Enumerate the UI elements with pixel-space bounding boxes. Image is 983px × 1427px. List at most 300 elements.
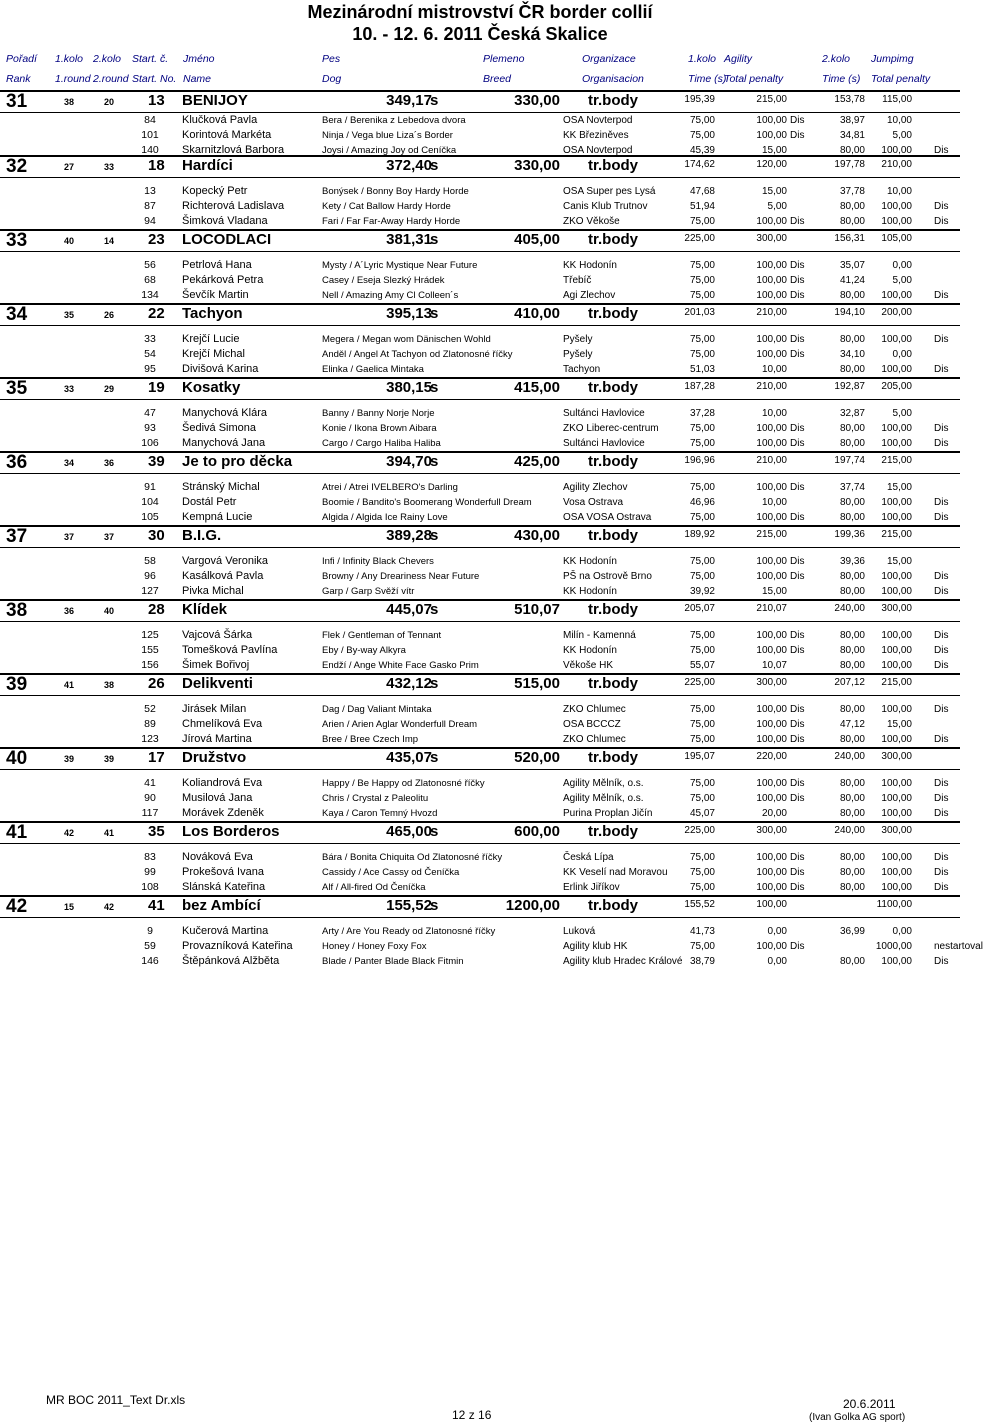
member-organisation: PŠ na Ostrově Brno <box>563 571 652 582</box>
member-agility-status: Dis <box>790 512 805 523</box>
member-dog: Alf / All-fired Od Čeníčka <box>322 882 426 893</box>
team-time-unit: s <box>430 527 439 544</box>
member-organisation: KK Hodonín <box>563 645 617 656</box>
team-penalty-unit: tr.body <box>588 897 639 914</box>
member-start-number: 101 <box>141 129 159 141</box>
member-agility-time: 75,00 <box>689 778 715 789</box>
team-penalty-unit: tr.body <box>588 675 639 692</box>
member-agility-status: Dis <box>790 115 805 126</box>
member-row <box>0 554 960 569</box>
member-row <box>0 732 960 747</box>
member-dog: Elinka / Gaelica Mintaka <box>322 364 424 375</box>
member-agility-penalty: 100,00 <box>756 349 787 360</box>
team-penalty-unit: tr.body <box>588 749 639 766</box>
team-total-penalty: 330,00 <box>514 157 560 174</box>
member-jumping-penalty: 100,00 <box>881 512 912 523</box>
member-jumping-penalty: 100,00 <box>881 201 912 212</box>
team-total-time: 465,00 <box>386 823 432 840</box>
member-jumping-time: 80,00 <box>839 145 865 156</box>
member-jumping-status: Dis <box>934 423 949 434</box>
team-jumping-penalty: 215,00 <box>881 529 912 540</box>
member-jumping-penalty: 100,00 <box>881 216 912 227</box>
team-rank: 37 <box>6 526 28 547</box>
header-cell: Jméno <box>183 53 215 65</box>
team-round1-rank: 35 <box>64 310 75 320</box>
team-penalty-unit: tr.body <box>588 601 639 618</box>
member-dog: Happy / Be Happy od Zlatonosné říčky <box>322 778 485 789</box>
member-jumping-status: Dis <box>934 704 949 715</box>
member-jumping-penalty: 100,00 <box>881 956 912 967</box>
header-cell: 1.kolo <box>55 53 84 65</box>
team-round2-rank: 14 <box>104 236 115 246</box>
member-agility-status: Dis <box>790 275 805 286</box>
member-jumping-status: Dis <box>934 512 949 523</box>
team-jumping-penalty: 300,00 <box>881 825 912 836</box>
member-agility-penalty: 100,00 <box>756 941 787 952</box>
team-rank: 33 <box>6 230 28 251</box>
member-dog: Atrei / Atrei IVELBERO's Darling <box>322 482 458 493</box>
member-name: Pivka Michal <box>182 585 244 597</box>
team-rank: 32 <box>6 156 28 177</box>
team-rank: 35 <box>6 378 28 399</box>
member-agility-penalty: 0,00 <box>767 956 787 967</box>
header-cell: Total penalty <box>871 73 931 85</box>
member-agility-penalty: 15,00 <box>761 186 787 197</box>
team-block <box>0 895 983 969</box>
member-name: Šimková Vladana <box>182 215 268 227</box>
team-start-number: 30 <box>148 527 165 544</box>
team-name: Tachyon <box>182 305 243 322</box>
member-row <box>0 850 960 865</box>
member-agility-status: Dis <box>790 216 805 227</box>
header-cell: Time (s) <box>822 73 861 85</box>
member-dog: Fari / Far Far-Away Hardy Horde <box>322 216 461 227</box>
member-agility-status: Dis <box>790 482 805 493</box>
member-dog: Cassidy / Ace Cassy od Čeníčka <box>322 867 460 878</box>
member-agility-penalty: 100,00 <box>756 882 787 893</box>
member-organisation: Česká Lípa <box>563 852 614 863</box>
team-jumping-penalty: 200,00 <box>881 307 912 318</box>
member-jumping-penalty: 10,00 <box>886 186 912 197</box>
member-name: Stránský Michal <box>182 481 260 493</box>
team-start-number: 19 <box>148 379 165 396</box>
team-round1-rank: 15 <box>64 902 75 912</box>
member-jumping-time: 80,00 <box>839 956 865 967</box>
team-agility-time: 201,03 <box>684 307 715 318</box>
member-agility-time: 75,00 <box>689 275 715 286</box>
header-cell: Time (s) <box>688 73 727 85</box>
member-jumping-status: Dis <box>934 334 949 345</box>
member-agility-penalty: 100,00 <box>756 571 787 582</box>
member-jumping-penalty: 100,00 <box>881 867 912 878</box>
team-time-unit: s <box>430 749 439 766</box>
team-block <box>0 229 960 303</box>
team-rank: 34 <box>6 304 28 325</box>
header-cell: Plemeno <box>483 53 525 65</box>
header-cell: Start. č. <box>132 53 169 65</box>
team-agility-time: 195,07 <box>684 751 715 762</box>
member-start-number: 94 <box>144 215 156 227</box>
member-agility-penalty: 100,00 <box>756 704 787 715</box>
member-dog: Ninja / Vega blue Liza´s Border <box>322 130 453 141</box>
member-start-number: 13 <box>144 185 156 197</box>
member-row <box>0 273 960 288</box>
member-agility-penalty: 100,00 <box>756 719 787 730</box>
member-dog: Cargo / Cargo Haliba Haliba <box>322 438 441 449</box>
member-jumping-time: 80,00 <box>839 290 865 301</box>
team-name: Je to pro děcka <box>182 453 293 470</box>
footer-page-total: 16 <box>478 1408 492 1422</box>
team-total-time: 349,17 <box>386 92 432 109</box>
member-name: Chmelíková Eva <box>182 718 263 730</box>
member-agility-status: Dis <box>790 645 805 656</box>
member-agility-penalty: 100,00 <box>756 734 787 745</box>
member-jumping-time: 80,00 <box>839 734 865 745</box>
member-name: Korintová Markéta <box>182 129 272 141</box>
member-jumping-penalty: 100,00 <box>881 630 912 641</box>
member-agility-time: 75,00 <box>689 556 715 567</box>
team-agility-penalty: 215,00 <box>756 94 787 105</box>
member-jumping-penalty: 100,00 <box>881 852 912 863</box>
member-agility-penalty: 100,00 <box>756 438 787 449</box>
team-block <box>0 599 960 673</box>
member-agility-penalty: 100,00 <box>756 778 787 789</box>
member-name: Prokešová Ivana <box>182 866 264 878</box>
member-dog: Arien / Arien Aglar Wonderfull Dream <box>322 719 478 730</box>
member-agility-time: 75,00 <box>689 115 715 126</box>
member-jumping-penalty: 100,00 <box>881 334 912 345</box>
member-row <box>0 584 960 599</box>
member-name: Richterová Ladislava <box>182 200 285 212</box>
member-dog: Eby / By-way Alkyra <box>322 645 406 656</box>
member-name: Jírová Martina <box>182 733 252 745</box>
member-name: Divišová Karina <box>182 363 259 375</box>
member-agility-penalty: 100,00 <box>756 260 787 271</box>
member-row <box>0 421 960 436</box>
team-start-number: 28 <box>148 601 165 618</box>
member-start-number: 89 <box>144 718 156 730</box>
member-agility-penalty: 15,00 <box>761 145 787 156</box>
member-name: Dostál Petr <box>182 496 237 508</box>
member-row <box>0 954 960 969</box>
member-row <box>0 113 960 128</box>
team-row <box>0 747 960 770</box>
member-name: Tomešková Pavlína <box>182 644 278 656</box>
member-jumping-time: 80,00 <box>839 630 865 641</box>
team-start-number: 13 <box>148 92 165 109</box>
member-agility-status: Dis <box>790 438 805 449</box>
team-total-penalty: 405,00 <box>514 231 560 248</box>
team-row <box>0 90 960 113</box>
team-row <box>0 895 960 918</box>
member-dog: Browny / Any Dreariness Near Future <box>322 571 480 582</box>
team-round2-rank: 38 <box>104 680 115 690</box>
team-jumping-penalty: 215,00 <box>881 455 912 466</box>
member-jumping-status: Dis <box>934 645 949 656</box>
member-jumping-status: Dis <box>934 290 949 301</box>
member-agility-penalty: 10,00 <box>761 408 787 419</box>
member-row <box>0 865 960 880</box>
member-start-number: 125 <box>141 629 159 641</box>
member-start-number: 106 <box>141 437 159 449</box>
footer-page-current: 12 <box>452 1408 466 1422</box>
member-agility-penalty: 10,00 <box>761 497 787 508</box>
member-organisation: Agility klub Hradec Králové <box>563 956 683 967</box>
member-agility-status: Dis <box>790 556 805 567</box>
team-time-unit: s <box>430 675 439 692</box>
member-organisation: OSA Novterpod <box>563 115 633 126</box>
member-jumping-penalty: 100,00 <box>881 290 912 301</box>
member-organisation: Sultánci Havlovice <box>563 438 645 449</box>
team-agility-time: 225,00 <box>684 825 715 836</box>
member-agility-time: 39,92 <box>689 586 715 597</box>
team-block <box>0 451 960 525</box>
member-agility-penalty: 100,00 <box>756 556 787 567</box>
member-jumping-time: 37,74 <box>839 482 865 493</box>
member-jumping-penalty: 100,00 <box>881 438 912 449</box>
member-agility-status: Dis <box>790 704 805 715</box>
team-total-time: 381,31 <box>386 231 432 248</box>
team-rank: 42 <box>6 896 28 917</box>
member-dog: Honey / Honey Foxy Fox <box>322 941 427 952</box>
member-agility-penalty: 100,00 <box>756 645 787 656</box>
team-total-penalty: 1200,00 <box>505 897 560 914</box>
member-agility-penalty: 100,00 <box>756 290 787 301</box>
member-dog: Bera / Berenika z Lebedova dvora <box>322 115 466 126</box>
member-dog: Casey / Eseja Slezký Hrádek <box>322 275 445 286</box>
team-time-unit: s <box>430 231 439 248</box>
member-start-number: 68 <box>144 274 156 286</box>
team-agility-time: 195,39 <box>684 94 715 105</box>
member-start-number: 91 <box>144 481 156 493</box>
footer-page <box>452 1408 491 1422</box>
team-jumping-penalty: 300,00 <box>881 751 912 762</box>
member-organisation: Pyšely <box>563 334 593 345</box>
member-agility-time: 75,00 <box>689 719 715 730</box>
member-row <box>0 332 960 347</box>
member-start-number: 54 <box>144 348 156 360</box>
team-name: B.I.G. <box>182 527 222 544</box>
member-row <box>0 258 960 273</box>
member-jumping-time: 80,00 <box>839 512 865 523</box>
team-agility-penalty: 300,00 <box>756 233 787 244</box>
team-total-penalty: 330,00 <box>514 92 560 109</box>
member-dog: Endží / Ange White Face Gasko Prim <box>322 660 479 671</box>
member-agility-status: Dis <box>790 349 805 360</box>
team-rank: 39 <box>6 674 28 695</box>
member-dog: Flek / Gentleman of Tennant <box>322 630 442 641</box>
team-name: Delikventi <box>182 675 253 692</box>
member-start-number: 83 <box>144 851 156 863</box>
member-dog: Boomie / Bandito's Boomerang Wonderfull Dream <box>322 497 532 508</box>
team-round2-rank: 26 <box>104 310 115 320</box>
member-row <box>0 362 960 377</box>
member-jumping-penalty: 5,00 <box>892 130 912 141</box>
member-agility-time: 75,00 <box>689 349 715 360</box>
member-organisation: KK Veselí nad Moravou <box>563 867 668 878</box>
member-start-number: 146 <box>141 955 159 967</box>
header-cell: Rank <box>6 73 31 85</box>
member-dog: Kaya / Caron Temný Hvozd <box>322 808 438 819</box>
team-jumping-time: 197,74 <box>834 455 865 466</box>
member-name: Manychová Klára <box>182 407 267 419</box>
team-rank: 31 <box>6 91 28 112</box>
member-row <box>0 628 960 643</box>
member-agility-status: Dis <box>790 423 805 434</box>
team-time-unit: s <box>430 601 439 618</box>
member-agility-time: 75,00 <box>689 216 715 227</box>
team-total-penalty: 515,00 <box>514 675 560 692</box>
team-round1-rank: 33 <box>64 384 75 394</box>
member-row <box>0 199 960 214</box>
member-organisation: OSA Novterpod <box>563 145 633 156</box>
member-dog: Bonýsek / Bonny Boy Hardy Horde <box>322 186 469 197</box>
member-start-number: 41 <box>144 777 156 789</box>
member-agility-penalty: 100,00 <box>756 793 787 804</box>
member-jumping-time: 32,87 <box>839 408 865 419</box>
member-name: Kopecký Petr <box>182 185 248 197</box>
team-time-unit: s <box>430 897 439 914</box>
header-cell: Total penalty <box>724 73 784 85</box>
member-jumping-penalty: 0,00 <box>892 349 912 360</box>
member-agility-time: 75,00 <box>689 571 715 582</box>
member-agility-penalty: 20,00 <box>761 808 787 819</box>
team-row <box>0 599 960 622</box>
team-total-time: 432,12 <box>386 675 432 692</box>
member-agility-penalty: 100,00 <box>756 334 787 345</box>
team-round2-rank: 40 <box>104 606 115 616</box>
team-start-number: 18 <box>148 157 165 174</box>
page-title-line1: Mezinárodní mistrovství ČR border collií <box>307 2 653 22</box>
member-agility-time: 45,39 <box>689 145 715 156</box>
member-agility-penalty: 5,00 <box>767 201 787 212</box>
team-time-unit: s <box>430 92 439 109</box>
member-jumping-status: Dis <box>934 660 949 671</box>
team-penalty-unit: tr.body <box>588 157 639 174</box>
team-block <box>0 377 960 451</box>
member-jumping-time: 36,99 <box>839 926 865 937</box>
member-name: Musilová Jana <box>182 792 253 804</box>
member-jumping-penalty: 100,00 <box>881 660 912 671</box>
member-name: Šedivá Simona <box>182 422 256 434</box>
member-jumping-time: 39,36 <box>839 556 865 567</box>
member-jumping-status: Dis <box>934 145 949 156</box>
team-jumping-time: 240,00 <box>834 825 865 836</box>
team-row <box>0 155 960 178</box>
member-dog: Chris / Crystal z Paleolitu <box>322 793 429 804</box>
member-row <box>0 436 960 451</box>
team-row <box>0 525 960 548</box>
member-dog: Megera / Megan wom Dänischen Wohld <box>322 334 491 345</box>
team-time-unit: s <box>430 823 439 840</box>
team-round1-rank: 42 <box>64 828 75 838</box>
member-jumping-time: 80,00 <box>839 778 865 789</box>
team-block <box>0 821 960 895</box>
team-total-penalty: 425,00 <box>514 453 560 470</box>
team-rank: 41 <box>6 822 28 843</box>
team-name: Los Borderos <box>182 823 280 840</box>
member-jumping-penalty: 100,00 <box>881 423 912 434</box>
member-agility-status: Dis <box>790 793 805 804</box>
team-block <box>0 303 960 377</box>
member-agility-status: Dis <box>790 852 805 863</box>
team-round1-rank: 37 <box>64 532 75 542</box>
team-penalty-unit: tr.body <box>588 379 639 396</box>
member-jumping-penalty: 100,00 <box>881 571 912 582</box>
member-row <box>0 791 960 806</box>
member-dog: Nell / Amazing Amy Cl Colleen´s <box>322 290 459 301</box>
team-round1-rank: 36 <box>64 606 75 616</box>
team-agility-time: 189,92 <box>684 529 715 540</box>
team-jumping-time: 197,78 <box>834 159 865 170</box>
team-time-unit: s <box>430 453 439 470</box>
member-agility-penalty: 100,00 <box>756 130 787 141</box>
member-start-number: 56 <box>144 259 156 271</box>
member-jumping-time: 80,00 <box>839 438 865 449</box>
member-organisation: Purina Proplan Jičín <box>563 808 653 819</box>
member-jumping-time: 80,00 <box>839 423 865 434</box>
footer-date: 20.6.2011 <box>843 1397 896 1411</box>
member-organisation: Pyšely <box>563 349 593 360</box>
member-start-number: 105 <box>141 511 159 523</box>
member-jumping-time: 37,78 <box>839 186 865 197</box>
member-jumping-status: Dis <box>934 734 949 745</box>
member-name: Skarnitzlová Barbora <box>182 144 285 156</box>
header-cell: Pes <box>322 53 341 65</box>
member-name: Petrlová Hana <box>182 259 252 271</box>
member-row <box>0 128 960 143</box>
member-agility-status: Dis <box>790 734 805 745</box>
team-round2-rank: 29 <box>104 384 115 394</box>
member-agility-penalty: 100,00 <box>756 630 787 641</box>
member-agility-time: 75,00 <box>689 734 715 745</box>
member-name: Krejčí Lucie <box>182 333 240 345</box>
team-row <box>0 673 960 696</box>
member-agility-time: 55,07 <box>689 660 715 671</box>
member-agility-time: 46,96 <box>689 497 715 508</box>
team-round2-rank: 36 <box>104 458 115 468</box>
footer-file: MR BOC 2011_Text Dr.xls <box>46 1393 186 1407</box>
team-agility-time: 205,07 <box>684 603 715 614</box>
member-agility-penalty: 100,00 <box>756 867 787 878</box>
team-agility-penalty: 210,00 <box>756 307 787 318</box>
member-agility-status: Dis <box>790 882 805 893</box>
team-agility-penalty: 210,07 <box>756 603 787 614</box>
team-total-penalty: 520,00 <box>514 749 560 766</box>
team-round1-rank: 39 <box>64 754 75 764</box>
member-jumping-status: Dis <box>934 956 949 967</box>
member-organisation: ZKO Věkoše <box>563 216 620 227</box>
member-start-number: 90 <box>144 792 156 804</box>
member-row <box>0 480 960 495</box>
team-total-time: 435,07 <box>386 749 432 766</box>
member-jumping-penalty: 10,00 <box>886 115 912 126</box>
header-cell: 1.kolo <box>688 53 717 65</box>
member-start-number: 156 <box>141 659 159 671</box>
member-start-number: 47 <box>144 407 156 419</box>
member-organisation: Sultánci Havlovice <box>563 408 645 419</box>
member-agility-status: Dis <box>790 290 805 301</box>
team-time-unit: s <box>430 157 439 174</box>
member-organisation: KK Březiněves <box>563 130 629 141</box>
page-title-line2: 10. - 12. 6. 2011 Česká Skalice <box>352 24 608 44</box>
member-jumping-time: 80,00 <box>839 882 865 893</box>
member-agility-time: 75,00 <box>689 423 715 434</box>
team-penalty-unit: tr.body <box>588 305 639 322</box>
member-organisation: Tachyon <box>563 364 601 375</box>
member-jumping-status: Dis <box>934 364 949 375</box>
team-round1-rank: 40 <box>64 236 75 246</box>
